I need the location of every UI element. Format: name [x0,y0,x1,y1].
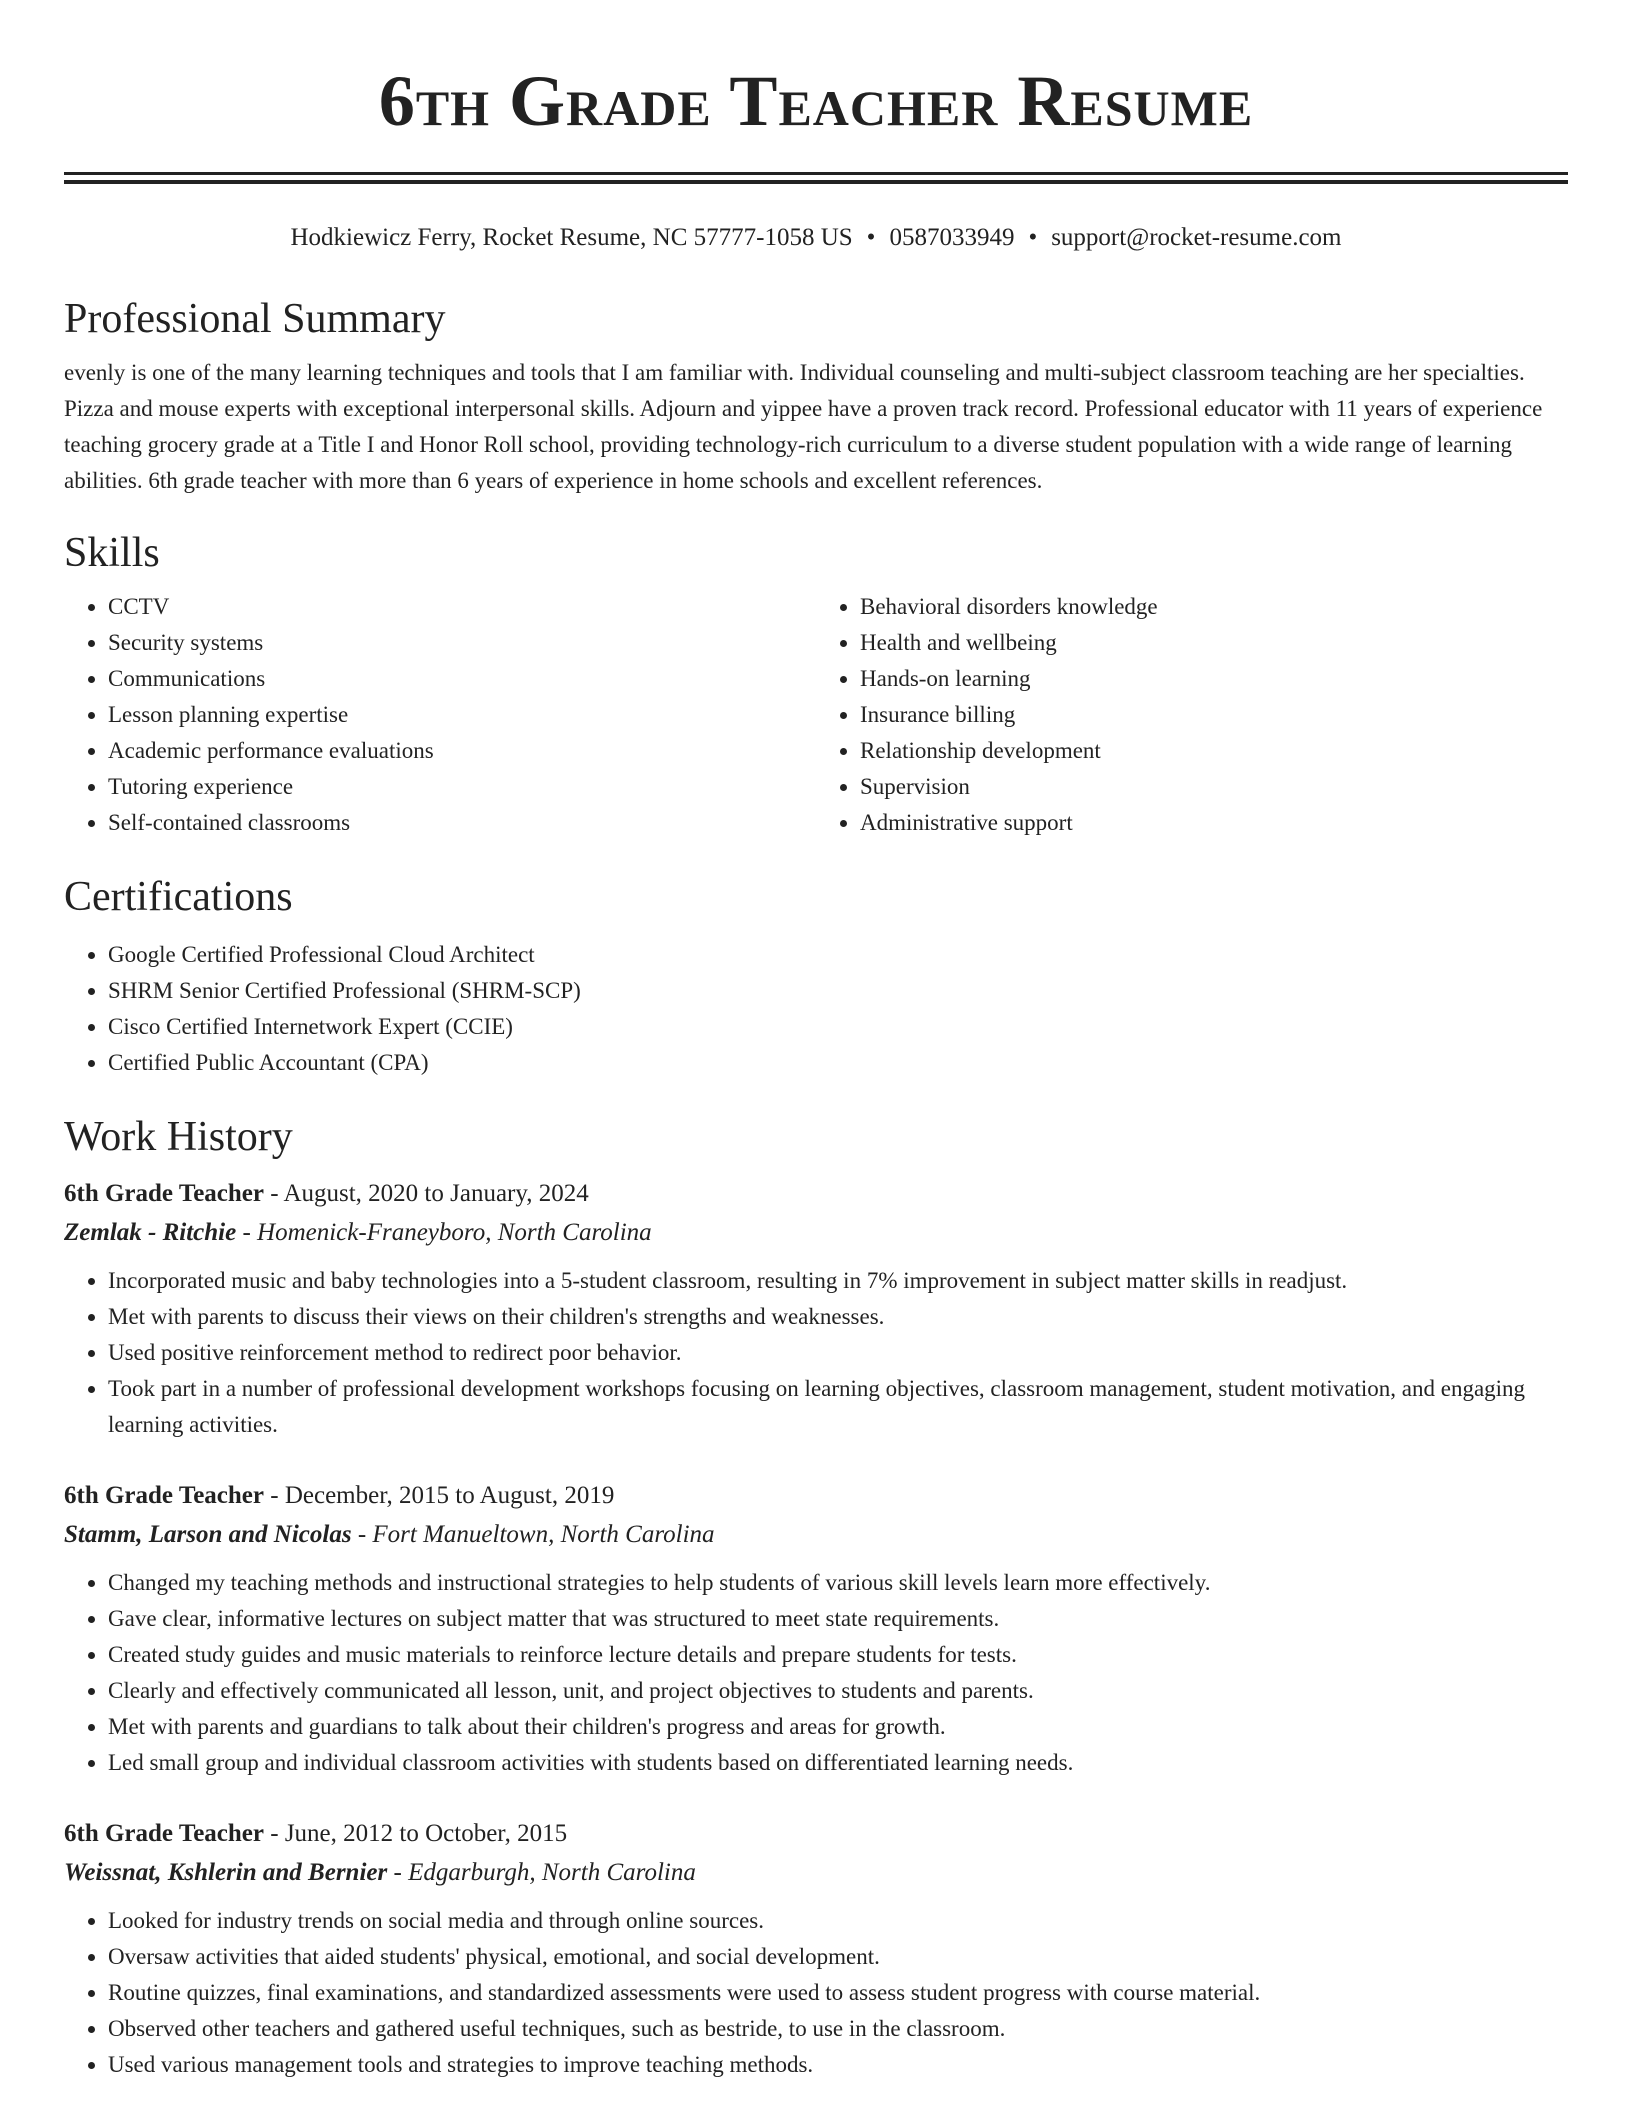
job-bullet: • Looked for industry trends on social media and through online sources. [108,1903,1568,1939]
job-bullet: • Took part in a number of professional development workshops focusing on learning objectives, classroom management, student motivation, and engaging learning activities. [108,1371,1568,1443]
job-bullets [64,1263,1568,1443]
job-dash: - [387,1859,409,1886]
job-location: Homenick-Franeyboro, North Carolina [257,1219,652,1246]
job-company: Weissnat, Kshlerin and Bernier [64,1859,388,1886]
job-location: Fort Manueltown, North Carolina [372,1521,715,1548]
skills-grid [64,589,1568,841]
skills-heading: Skills [64,530,160,576]
contact-line [64,221,1568,255]
skill-item: • Hands-on learning [860,661,1568,697]
title-divider [64,172,1568,175]
certifications-section [64,871,1568,1081]
job-bullet: • Created study guides and music materials to reinforce lecture details and prepare students for tests. [108,1637,1568,1673]
job-company: Stamm, Larson and Nicolas [64,1521,352,1548]
skill-item: • Insurance billing [860,697,1568,733]
certification-item: • Cisco Certified Internetwork Expert (CCIE) [108,1009,1568,1045]
job-company-line [64,1853,1568,1893]
skill-item: • Communications [108,661,816,697]
job-bullets [64,1565,1568,1781]
work-history-section [64,1111,1568,2083]
job-bullet: • Oversaw activities that aided students' physical, emotional, and social development. [108,1939,1568,1975]
job-dates: December, 2015 to August, 2019 [284,1482,615,1509]
job-entry [64,1175,1568,1443]
job-title: 6th Grade Teacher [64,1482,264,1509]
certifications-list [64,937,1568,1081]
skill-item: • Self-contained classrooms [108,805,816,841]
job-title: 6th Grade Teacher [64,1180,264,1207]
job-bullet: • Incorporated music and baby technologies into a 5-student classroom, resulting in 7% improvement in subject matter skills in readjust. [108,1263,1568,1299]
contact-email[interactable]: support@rocket-resume.com [1051,224,1342,251]
skill-item: • Supervision [860,769,1568,805]
job-bullet: • Clearly and effectively communicated all lesson, unit, and project objectives to students and parents. [108,1673,1568,1709]
skill-item: • Health and wellbeing [860,625,1568,661]
skill-item: • CCTV [108,589,816,625]
skills-column-right [816,589,1568,841]
summary-section [64,293,1568,499]
work-history-heading: Work History [64,1114,293,1160]
skill-item: • Security systems [108,625,816,661]
job-bullet: • Routine quizzes, final examinations, and standardized assessments were used to assess student progress with course material. [108,1975,1568,2011]
job-dash: - [264,1820,285,1847]
job-title-line [64,1175,1568,1213]
contact-phone: 0587033949 [889,224,1015,251]
certifications-heading: Certifications [64,874,293,920]
job-bullet: • Used positive reinforcement method to redirect poor behavior. [108,1335,1568,1371]
job-dash: - [236,1219,258,1246]
skill-item: • Behavioral disorders knowledge [860,589,1568,625]
job-dash: - [264,1180,284,1207]
job-title-line [64,1815,1568,1853]
job-title: 6th Grade Teacher [64,1820,264,1847]
skill-item: • Administrative support [860,805,1568,841]
skill-item: • Academic performance evaluations [108,733,816,769]
skills-section [64,527,1568,841]
job-company-line [64,1213,1568,1253]
job-bullet: • Gave clear, informative lectures on subject matter that was structured to meet state requirements. [108,1601,1568,1637]
job-dates: August, 2020 to January, 2024 [283,1180,589,1207]
job-dates: June, 2012 to October, 2015 [284,1820,568,1847]
job-bullet: • Met with parents to discuss their views on their children's strengths and weaknesses. [108,1299,1568,1335]
job-company: Zemlak - Ritchie [64,1219,237,1246]
job-dash: - [351,1521,373,1548]
job-location: Edgarburgh, North Carolina [408,1859,696,1886]
contact-separator: • [1028,224,1038,251]
skill-item: • Tutoring experience [108,769,816,805]
skill-item: • Lesson planning expertise [108,697,816,733]
skills-list-right [816,589,1568,841]
certification-item: • Certified Public Accountant (CPA) [108,1045,1568,1081]
certification-item: • Google Certified Professional Cloud Architect [108,937,1568,973]
summary-heading: Professional Summary [64,296,446,342]
job-title-line [64,1477,1568,1515]
job-company-line [64,1515,1568,1555]
job-entry [64,1815,1568,2083]
contact-separator: • [866,224,876,251]
job-bullet: • Led small group and individual classroom activities with students based on differentiated learning needs. [108,1745,1568,1781]
page-title: 6th Grade Teacher Resume [378,61,1254,141]
summary-text: evenly is one of the many learning techniques and tools that I am familiar with. Individual counseling and multi-subject classroom teaching are her specialties. Pizza and mouse experts with exceptional interpersonal skills. Adjourn and yippee have a proven track record. Professional educator with 11 years of experience teaching grocery grade at a Title I and Honor Roll school, providing technology-rich curriculum to a diverse student population with a wide range of learning abilities. 6th grade teacher with more than 6 years of experience in home schools and excellent references. [64,360,1543,493]
job-dash: - [264,1482,285,1509]
skills-column-left [64,589,816,841]
job-bullet: • Met with parents and guardians to talk about their children's progress and areas for growth. [108,1709,1568,1745]
job-bullet: • Observed other teachers and gathered useful techniques, such as bestride, to use in the classroom. [108,2011,1568,2047]
contact-address: Hodkiewicz Ferry, Rocket Resume, NC 57777-1058 US [290,224,853,251]
job-bullet: • Used various management tools and strategies to improve teaching methods. [108,2047,1568,2083]
job-bullet: • Changed my teaching methods and instructional strategies to help students of various skill levels learn more effectively. [108,1565,1568,1601]
certification-item: • SHRM Senior Certified Professional (SHRM-SCP) [108,973,1568,1009]
skills-list-left [64,589,816,841]
job-entry [64,1477,1568,1781]
skill-item: • Relationship development [860,733,1568,769]
job-bullets [64,1903,1568,2083]
